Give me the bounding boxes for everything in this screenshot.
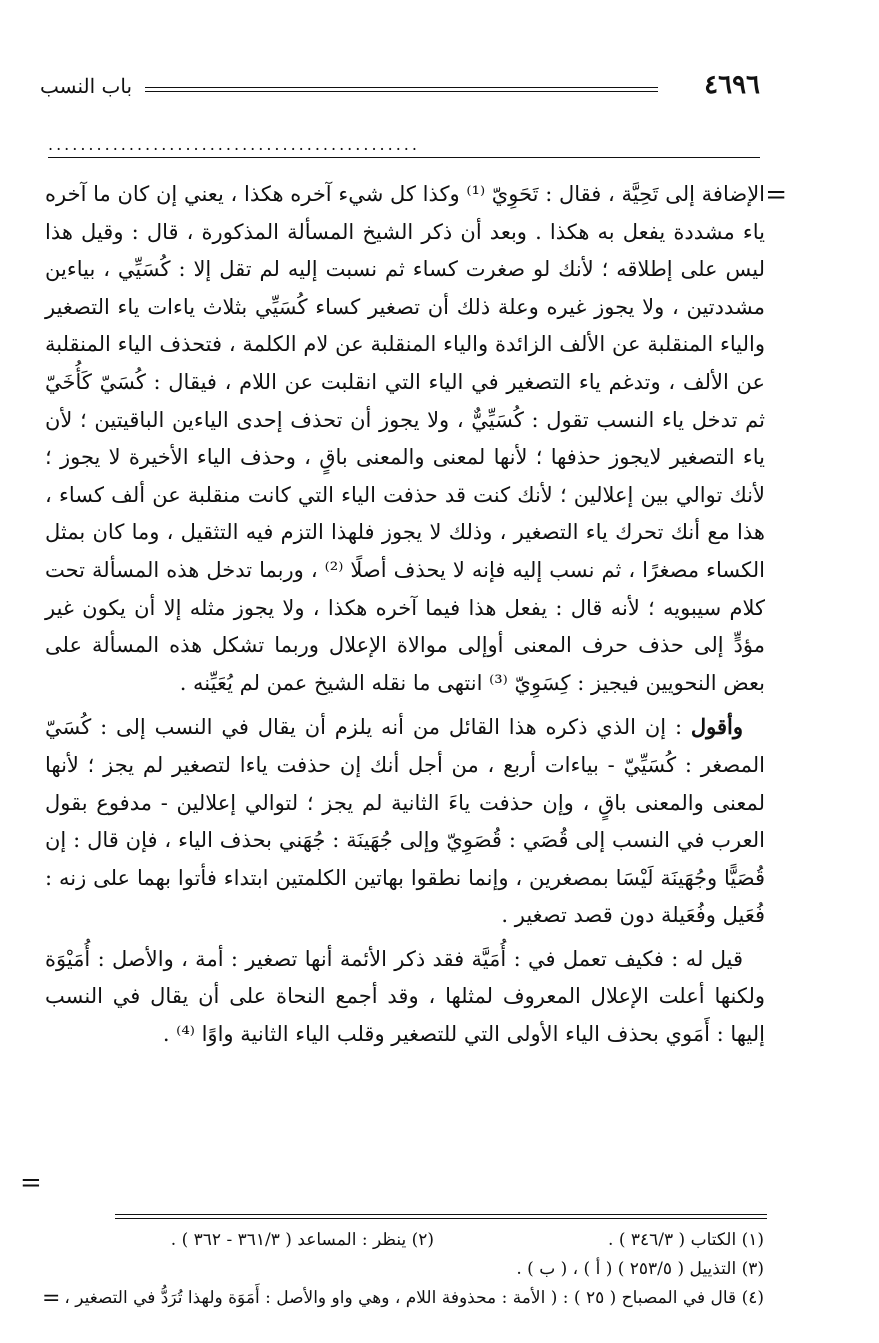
page-header <box>40 70 760 104</box>
footnote-row-3 <box>42 1284 764 1313</box>
paragraph-1 <box>45 176 765 702</box>
header-double-rule <box>145 87 658 92</box>
footnote-4-continuation-mark: = <box>42 1286 61 1311</box>
paragraph-2 <box>45 708 765 935</box>
paragraph-1-text: الإضافة إلى تَحِيَّة ، فقال : تَحَوِيّ ⁽¹⁾ وكذا كل شيء آخره هكذا ، يعني إن كان ما آخره ياء مشددة يفعل به هكذا . وبعد أن ذكر الشيخ المسألة المذكورة ، قال : وقيل هذا ليس على إطلاقه ؛ لأنك لو صغرت كساء ثم نسبت إليه لم تقل إلا : كُسَيِّي ، بياءين مشددتين ، ولا يجوز غيره وعلة ذلك أن تصغير كساء كُسَيِّي بثلاث ياءات ياء التصغير والياء المنقلبة عن الألف الزائدة والياء المنقلبة عن لام الكلمة ، فتحذف الياء المنقلبة عن الألف ، وتدغم ياء التصغير في الياء التي انقلبت عن اللام ، فيقال : كُسَيّ كَأُخَيّ ثم تدخل ياء النسب تقول : كُسَيِّيٌّ ، ولا يجوز أن تحذف إحدى الياءين الباقيتين ؛ لأن ياء التصغير لايجوز حذفها ؛ لأنها لمعنى والمعنى باقٍ ، وحذف الياء الأخيرة لا يجوز ؛ لأنك توالي بين إعلالين ؛ لأنك كنت قد حذفت الياء التي كانت منقلبة عن ألف كساء ، هذا مع أنك تحرك ياء التصغير ، وذلك لا يجوز فلهذا التزم فيه التثقيل ، وما كان بمثل الكساء مصغرًا ، ثم نسب إليه فإنه لا يحذف أصلًا ⁽²⁾ ، وربما تدخل هذه المسألة تحت كلام سيبويه ؛ لأنه قال : يفعل هذا فيما آخره هكذا ، ولا يجوز مثله إلا أن يكون غير مؤدٍّ إلى حذف حرف المعنى أوإلى موالاة الإعلال وربما تشكل هذه المسألة على بعض النحويين فيجيز : كِسَوِيّ ⁽³⁾ انتهى ما نقله الشيخ عمن لم يُعَيِّنه . <box>45 182 765 695</box>
footnote-3: (٣) التذييل ( ٢٥٣/٥ ) ( أ ) ، ( ب ) . <box>516 1259 764 1279</box>
footnote-4: (٤) قال في المصباح ( ٢٥ ) : ( الأمة : محذوفة اللام ، وهي واو والأصل : أَمَوَة ولهذا تُرَدُّ في التصغير ، <box>64 1288 764 1308</box>
continuation-mark: = <box>765 180 787 210</box>
main-text <box>45 176 765 1054</box>
paragraph-2-lead: وأقول <box>690 714 743 740</box>
footnotes <box>42 1226 764 1313</box>
page-number: ٤٦٩٦ <box>704 70 760 100</box>
separator-dots: .............................................. <box>48 137 760 158</box>
footnote-row-2 <box>42 1255 764 1284</box>
text-end-mark: = <box>20 1168 42 1198</box>
footnote-rule <box>115 1214 767 1219</box>
footnote-row-1 <box>42 1226 764 1255</box>
paragraph-3-text: قيل له : فكيف تعمل في : أُمَيَّة فقد ذكر الأئمة أنها تصغير : أمة ، والأصل : أُمَيْوَة ولكنها أعلت الإعلال المعروف لمثلها ، وقد أجمع النحاة على أن يقال في النسب إليها : أَمَوي بحذف الياء الأولى التي للتصغير وقلب الياء الثانية واوًا ⁽⁴⁾ . <box>45 946 765 1047</box>
chapter-title: باب النسب <box>40 74 133 98</box>
paragraph-3 <box>45 941 765 1054</box>
paragraph-2-text: : إن الذي ذكره هذا القائل من أنه يلزم أن يقال في النسب إلى : كُسَيّ المصغر : كُسَيِّيّ - بياءات أربع ، من أجل أنك إن حذفت ياءا لتصغير لم يجز ؛ لأنها لمعنى والمعنى باقٍ ، وإن حذفت ياءَ الثانية لم يجز ؛ لتوالي إعلالين - مدفوع بقول العرب في النسب إلى قُصَي : قُصَوِيّ وإلى جُهَينَة : جُهَني بحذف الياء ، فإن قال : إن قُصَيًّا وجُهَينَة لَيْسَا بمصغرين ، وإنما نطقوا بهاتين الكلمتين ابتداء فأتوا بهما على زنه : فُعَيل وفُعَيلة دون قصد تصغير . <box>45 715 765 928</box>
footnote-2: (٢) ينظر : المساعد ( ٣٦١/٣ - ٣٦٢ ) . <box>170 1230 434 1250</box>
footnote-1: (١) الكتاب ( ٣٤٦/٣ ) . <box>608 1230 764 1250</box>
